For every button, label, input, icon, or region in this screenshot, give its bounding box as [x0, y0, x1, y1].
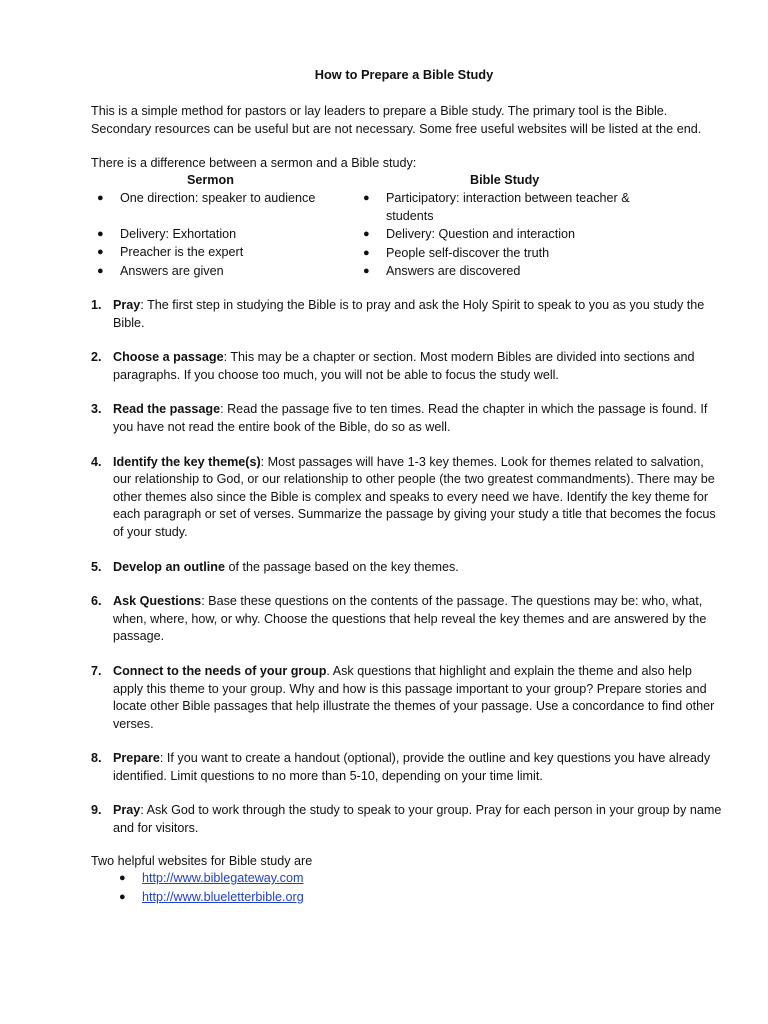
bullet-icon: ● [97, 264, 104, 277]
bullet-icon: ● [97, 192, 104, 204]
list-item: ● Delivery: Question and interaction [363, 226, 663, 244]
intro-paragraph [91, 103, 731, 138]
blueletterbible-link[interactable]: http://www.blueletterbible.org [142, 889, 304, 904]
list-item: ● People self-discover the truth [363, 245, 663, 263]
biblegateway-link[interactable]: http://www.biblegateway.com [142, 871, 304, 885]
list-item: ● Answers are discovered [363, 263, 663, 281]
bullet-icon: ● [363, 192, 370, 204]
sermon-list [97, 190, 357, 281]
step-item: 9. Pray: Ask God to work through the study to speak to your group. Pray for each person in your group by name and for visitors. [91, 803, 722, 836]
step-item: 1. Pray: The first step in studying the Bible is to pray and ask the Holy Spirit to speak to you as you study the Bible. [91, 298, 705, 330]
steps-list [91, 297, 723, 838]
bullet-icon: ● [119, 890, 126, 903]
list-item [119, 889, 304, 907]
list-item: ● Answers are given [97, 263, 357, 281]
bible-study-list [363, 190, 663, 282]
step-item: 5. Develop an outline of the passage based on the key themes. [91, 559, 459, 574]
bible-study-heading: Bible Study [470, 173, 540, 187]
list-item: ● Delivery: Exhortation [97, 226, 357, 244]
step-item: 2. Choose a passage: This may be a chapter or section. Most modern Bibles are divided into sections and paragraphs. If you choose too much, you will not be able to focus the study well. [91, 350, 695, 382]
difference-lead: There is a difference between a sermon and a Bible study: [91, 156, 417, 170]
list-item: ● Participatory: interaction between teacher & students [363, 191, 630, 223]
list-item: ● Preacher is the expert [97, 244, 357, 262]
websites-list [119, 870, 304, 907]
bullet-icon: ● [363, 246, 370, 259]
step-item: 4. Identify the key theme(s): Most passages will have 1-3 key themes. Look for themes related to salvation, our relationship to God, or our relationship to other people (the two greatest commandments). There may be other themes also since the Bible is complex and speaks to every need we have. Identify the key theme for each paragraph or set of verses. Summarize the passage by giving your study a title that becomes the focus of your study. [91, 454, 716, 539]
step-item: 8. Prepare: If you want to create a handout (optional), provide the outline and key questions you have already identified. Limit questions to no more than 5-10, depending on your time limit. [91, 751, 711, 783]
step-item: 3. Read the passage: Read the passage five to ten times. Read the chapter in which the passage is found. If you have not read the entire book of the Bible, do so as well. [91, 402, 708, 434]
bullet-icon: ● [363, 228, 370, 241]
list-item: ● One direction: speaker to audience [97, 190, 357, 208]
intro-text: This is a simple method for pastors or lay leaders to prepare a Bible study. The primary tool is the Bible. Secondary resources can be useful but are not necessary. Some free useful websites will be listed at the end. [91, 104, 702, 136]
sermon-heading: Sermon [187, 173, 234, 187]
bullet-icon: ● [97, 227, 104, 240]
bullet-icon: ● [97, 246, 104, 259]
list-item [119, 870, 304, 888]
document-title: How to Prepare a Bible Study [314, 67, 494, 82]
bullet-icon: ● [119, 872, 126, 884]
step-item: 7. Connect to the needs of your group. Ask questions that highlight and explain the theme and also help apply this theme to your group. Why and how is this passage important to your group? Prepare stories and locate other Bible passages that help illustrate the themes of your passage. Use a concordance to find other verses. [91, 663, 715, 731]
step-item: 6. Ask Questions: Base these questions on the contents of the passage. The questions may be: who, what, when, where, how, or why. Choose the questions that help reveal the key themes and are answered by the passage. [91, 594, 707, 644]
bullet-icon: ● [363, 265, 370, 278]
websites-lead: Two helpful websites for Bible study are [91, 854, 313, 868]
